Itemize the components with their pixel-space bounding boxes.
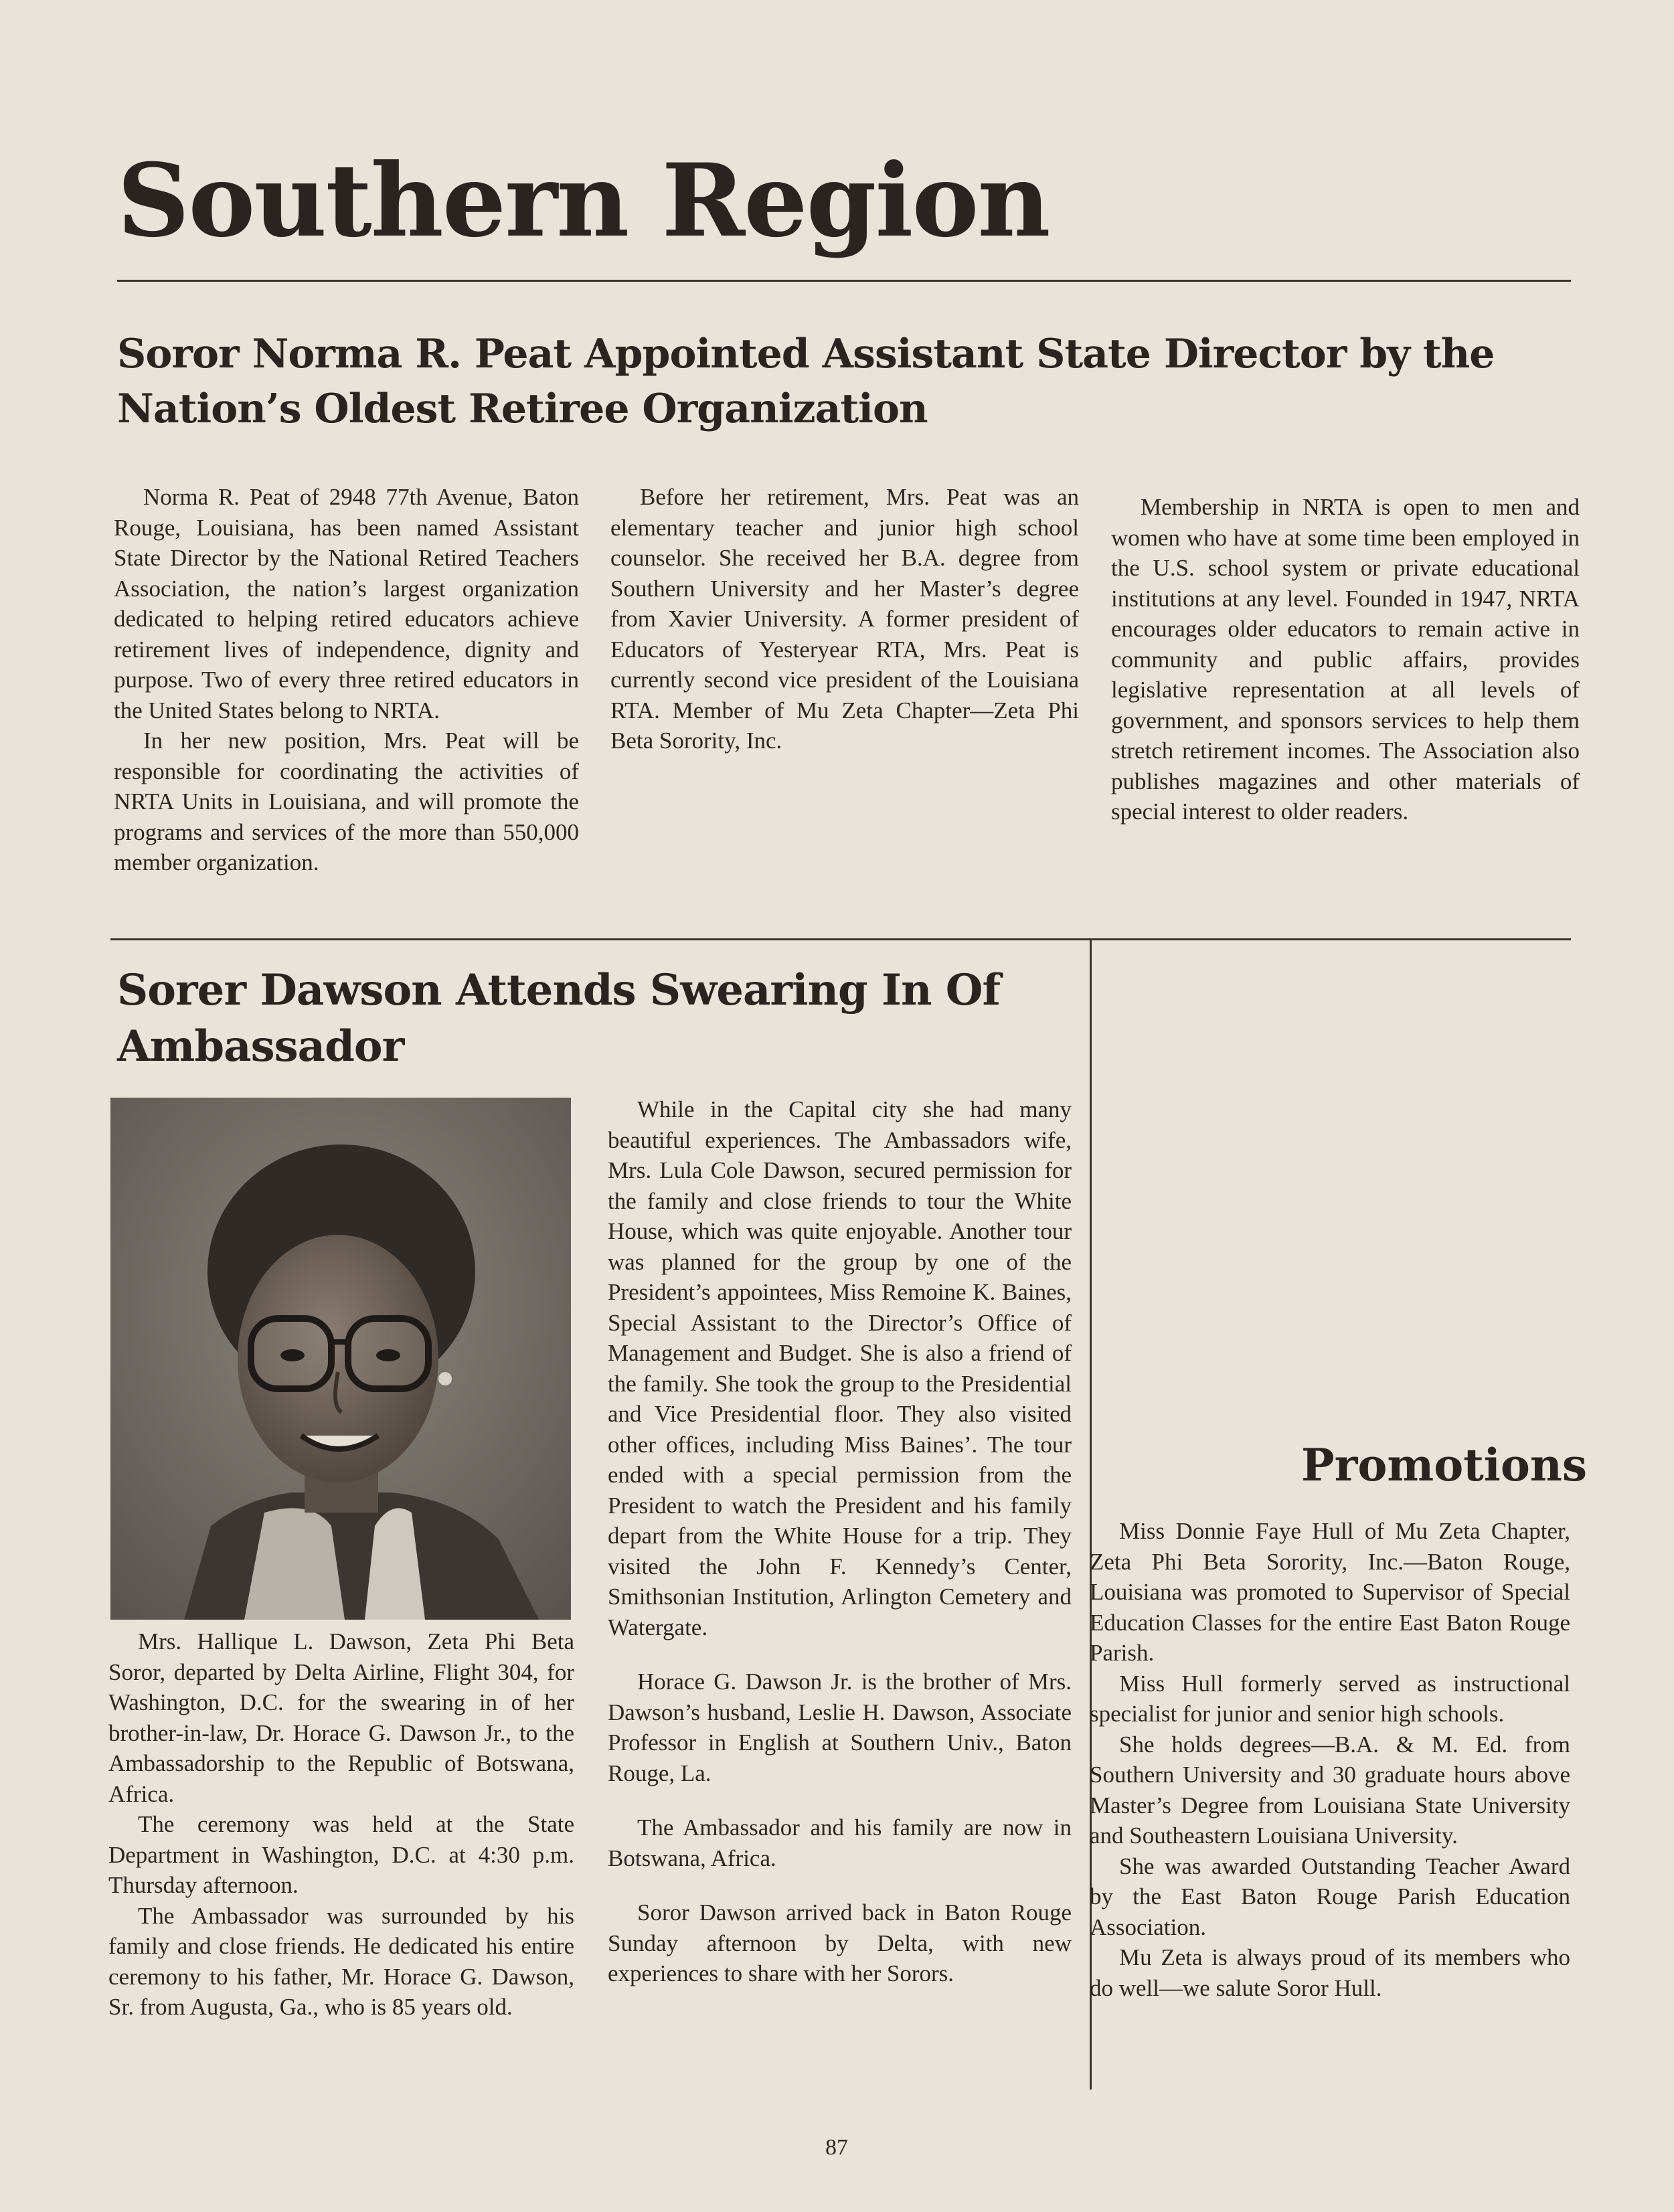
article-peat-paragraph: In her new position, Mrs. Peat will be responsible for coordinating the activities of NRTA Units in Louisiana, and will promote the programs and services of the more than 550,000 member organization. [114, 728, 579, 875]
promotions-paragraph: Miss Donnie Faye Hull of Mu Zeta Chapter, Zeta Phi Beta Sorority, Inc.—Baton Rouge, Louisiana was promoted to Supervisor of Special Education Classes for the entire East Baton Rouge Parish. [1090, 1518, 1570, 1666]
article-dawson-column-1 [108, 1626, 574, 2023]
promotions-paragraph: She was awarded Outstanding Teacher Award by the East Baton Rouge Parish Education Association. [1090, 1853, 1570, 1940]
portrait-illustration [110, 1098, 571, 1620]
article-dawson-paragraph: Mrs. Hallique L. Dawson, Zeta Phi Beta Soror, departed by Delta Airline, Flight 304, for Washington, D.C. for the swearing in of her brother-in-law, Dr. Horace G. Dawson Jr., to the Ambassadorship to the Republic of Botswana, Africa. [108, 1628, 574, 1807]
article-dawson-paragraph: The ceremony was held at the State Department in Washington, D.C. at 4:30 p.m. Thursday afternoon. [108, 1811, 574, 1898]
article-dawson-paragraph: The Ambassador and his family are now in Botswana, Africa. [608, 1814, 1072, 1871]
article-dawson-headline: Sorer Dawson Attends Swearing In Of Ambassador [117, 965, 1001, 1072]
promotions-headline: Promotions [1301, 1439, 1587, 1491]
section-divider [110, 938, 1571, 940]
article-peat-paragraph: Norma R. Peat of 2948 77th Avenue, Baton Rouge, Louisiana, has been named Assistant State Director by the National Retired Teachers Association, the nation’s largest organization dedicated to helping retired educators achieve retirement lives of independence, dignity and purpose. Two of every three retired educators in the United States belong to NRTA. [114, 484, 579, 724]
article-peat-headline: Soror Norma R. Peat Appointed Assistant State Director by the Nation’s Oldest Retiree Organization [117, 331, 1495, 432]
promotions-column [1090, 1516, 1570, 2003]
article-peat-column-3 [1111, 492, 1580, 827]
promotions-paragraph: She holds degrees—B.A. & M. Ed. from Southern University and 30 graduate hours above Master’s Degree from Louisiana State University and Southeastern Louisiana University. [1090, 1731, 1570, 1849]
page-number: 87 [825, 2135, 848, 2160]
article-peat-paragraph: Membership in NRTA is open to men and women who have at some time been employed in the U.S. school system or private educational institutions at any level. Founded in 1947, NRTA encourages older educators to remain active in community and public affairs, provides legislative representation at all levels of government, and sponsors services to help them stretch retirement incomes. The Association also publishes magazines and other materials of special interest to older readers. [1111, 494, 1580, 825]
article-peat-column-1 [114, 482, 579, 878]
page-title: Southern Region [117, 142, 1050, 260]
promotions-paragraph: Mu Zeta is always proud of its members who do well—we salute Soror Hull. [1090, 1944, 1570, 2001]
dawson-portrait-photo [110, 1098, 571, 1620]
article-dawson-paragraph: The Ambassador was surrounded by his family and close friends. He dedicated his entire ceremony to his father, Mr. Horace G. Dawson, Sr. from Augusta, Ga., who is 85 years old. [108, 1902, 574, 2020]
article-dawson-paragraph: Horace G. Dawson Jr. is the brother of Mrs. Dawson’s husband, Leslie H. Dawson, Associate Professor in English at Southern Univ., Baton Rouge, La. [608, 1669, 1072, 1786]
article-dawson-paragraph: Soror Dawson arrived back in Baton Rouge Sunday afternoon by Delta, with new experiences to share with her Sorors. [608, 1899, 1072, 1986]
article-dawson-paragraph: While in the Capital city she had many beautiful experiences. The Ambassadors wife, Mrs. Lula Cole Dawson, secured permission for the family and close friends to tour the White House, which was quite enjoyable. Another tour was planned for the group by one of the President’s appointees, Miss Remoine K. Baines, Special Assistant to the Director’s Office of Management and Budget. She is also a friend of the family. She took the group to the Presidential and Vice Presidential floor. They also visited other offices, including Miss Baines’. The tour ended with a special permission from the President to watch the President and his family depart from the White House for a trip. They visited the John F. Kennedy’s Center, Smithsonian Institution, Arlington Cemetery and Watergate. [608, 1096, 1072, 1640]
article-peat-paragraph: Before her retirement, Mrs. Peat was an elementary teacher and junior high school counselor. She received her B.A. degree from Southern University and her Master’s degree from Xavier University. A former president of Educators of Yesteryear RTA, Mrs. Peat is currently second vice president of the Louisiana RTA. Member of Mu Zeta Chapter—Zeta Phi Beta Sorority, Inc. [610, 484, 1079, 754]
promotions-paragraph: Miss Hull formerly served as instructional specialist for junior and senior high schools. [1090, 1670, 1570, 1727]
article-peat-column-2 [610, 482, 1079, 756]
article-dawson-column-2 [608, 1094, 1072, 1989]
title-rule [117, 280, 1571, 282]
